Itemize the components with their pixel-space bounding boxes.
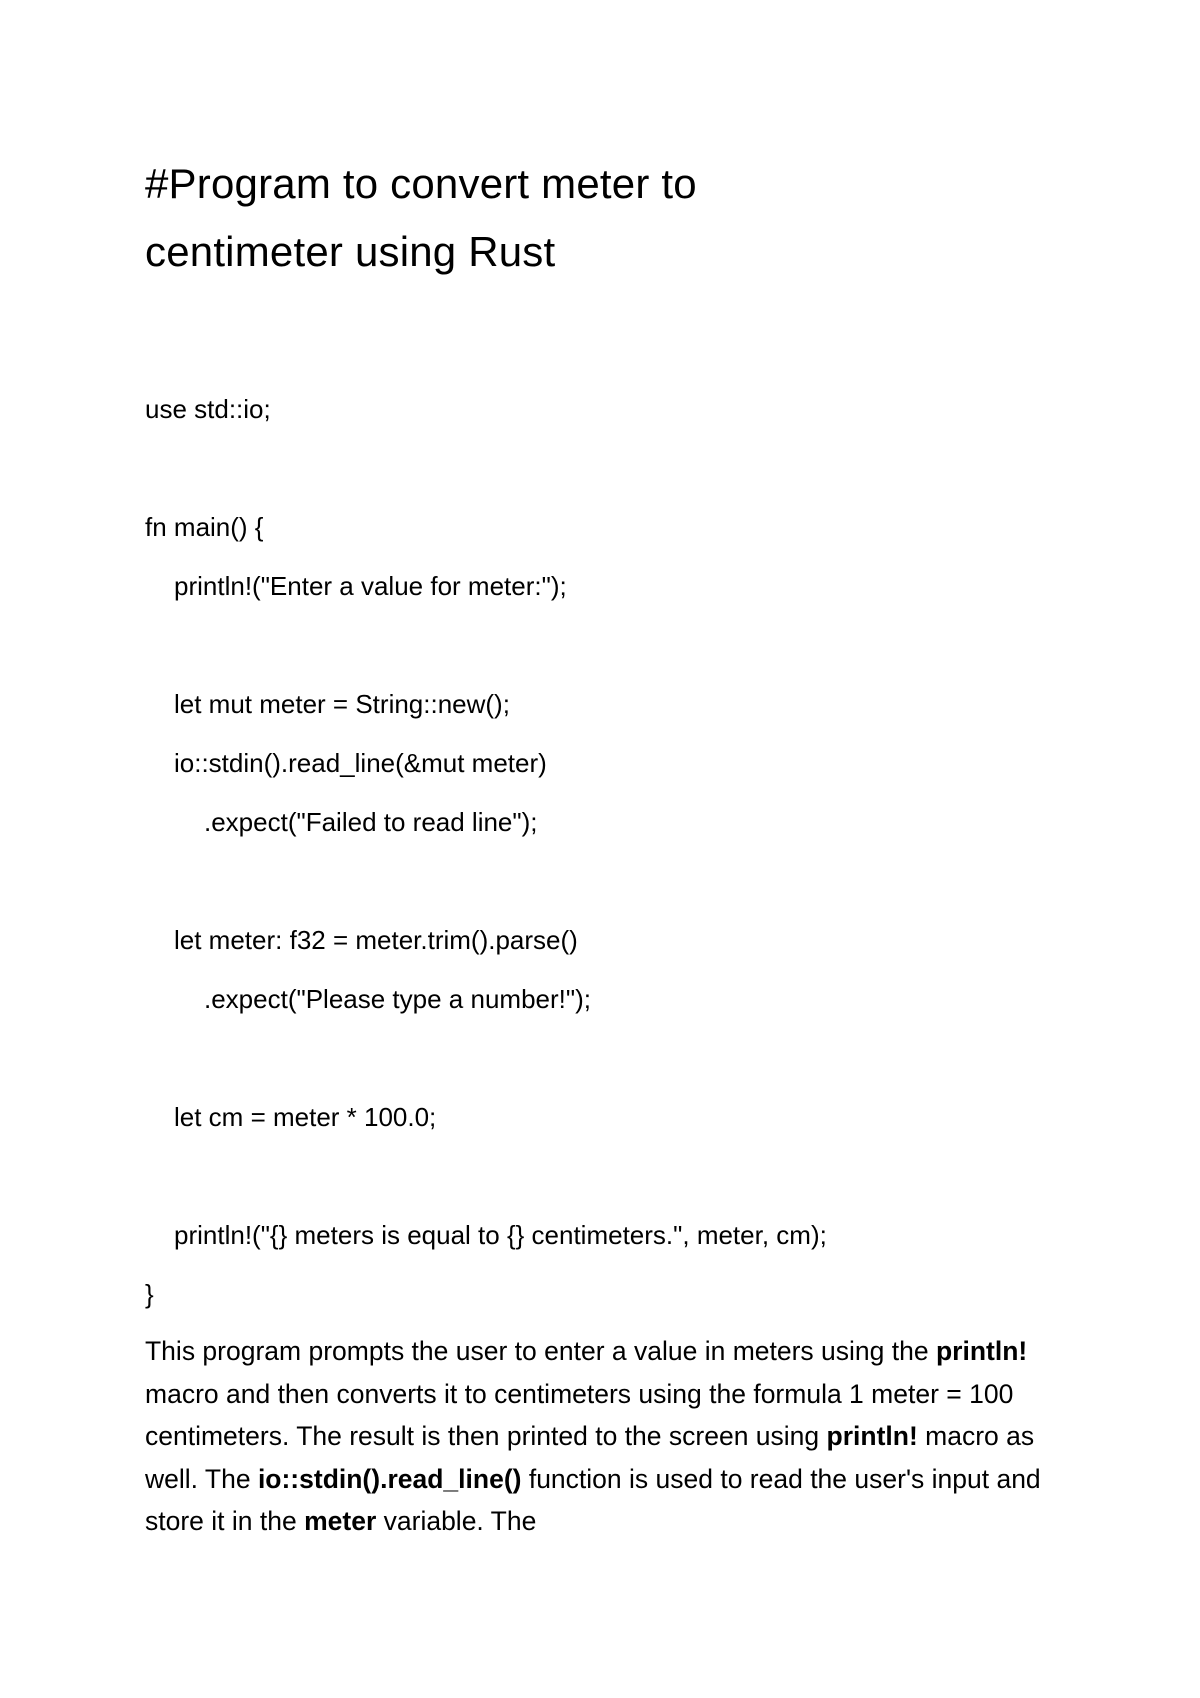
title-line-1: #Program to convert meter to bbox=[145, 160, 697, 207]
code-line: use std::io; bbox=[145, 394, 271, 424]
code-line: } bbox=[145, 1279, 154, 1309]
paragraph-text: macro and then converts it to centimeters using the formula 1 meter = 100 centimeters. The result is then printed to the screen using bbox=[145, 1378, 1014, 1451]
paragraph-text: function is used to read the user's input and store it in the bbox=[145, 1463, 1041, 1536]
code-line: println!("{} meters is equal to {} centimeters.", meter, cm); bbox=[174, 1220, 827, 1250]
paragraph-text: This program prompts the user to enter a value in meters using the bbox=[145, 1336, 936, 1366]
paragraph-bold-term: println! bbox=[826, 1421, 918, 1451]
code-line: .expect("Please type a number!"); bbox=[204, 984, 591, 1014]
code-line: let mut meter = String::new(); bbox=[174, 689, 510, 719]
code-line: let cm = meter * 100.0; bbox=[174, 1102, 437, 1132]
code-line: let meter: f32 = meter.trim().parse() bbox=[174, 925, 578, 955]
code-line: println!("Enter a value for meter:"); bbox=[174, 571, 567, 601]
title-line-2: centimeter using Rust bbox=[145, 228, 556, 275]
paragraph-text: macro as well. The bbox=[145, 1421, 1035, 1494]
code-line: io::stdin().read_line(&mut meter) bbox=[174, 748, 547, 778]
paragraph-bold-term: io::stdin().read_line() bbox=[257, 1463, 522, 1494]
paragraph-bold-term: meter bbox=[304, 1506, 377, 1536]
paragraph-bold-term: println! bbox=[935, 1336, 1028, 1366]
explanation-paragraph bbox=[145, 1330, 1065, 1543]
code-line: fn main() { bbox=[145, 512, 264, 542]
page-title bbox=[145, 150, 1045, 286]
paragraph-text: variable. The bbox=[376, 1506, 537, 1536]
code-line: .expect("Failed to read line"); bbox=[204, 807, 538, 837]
